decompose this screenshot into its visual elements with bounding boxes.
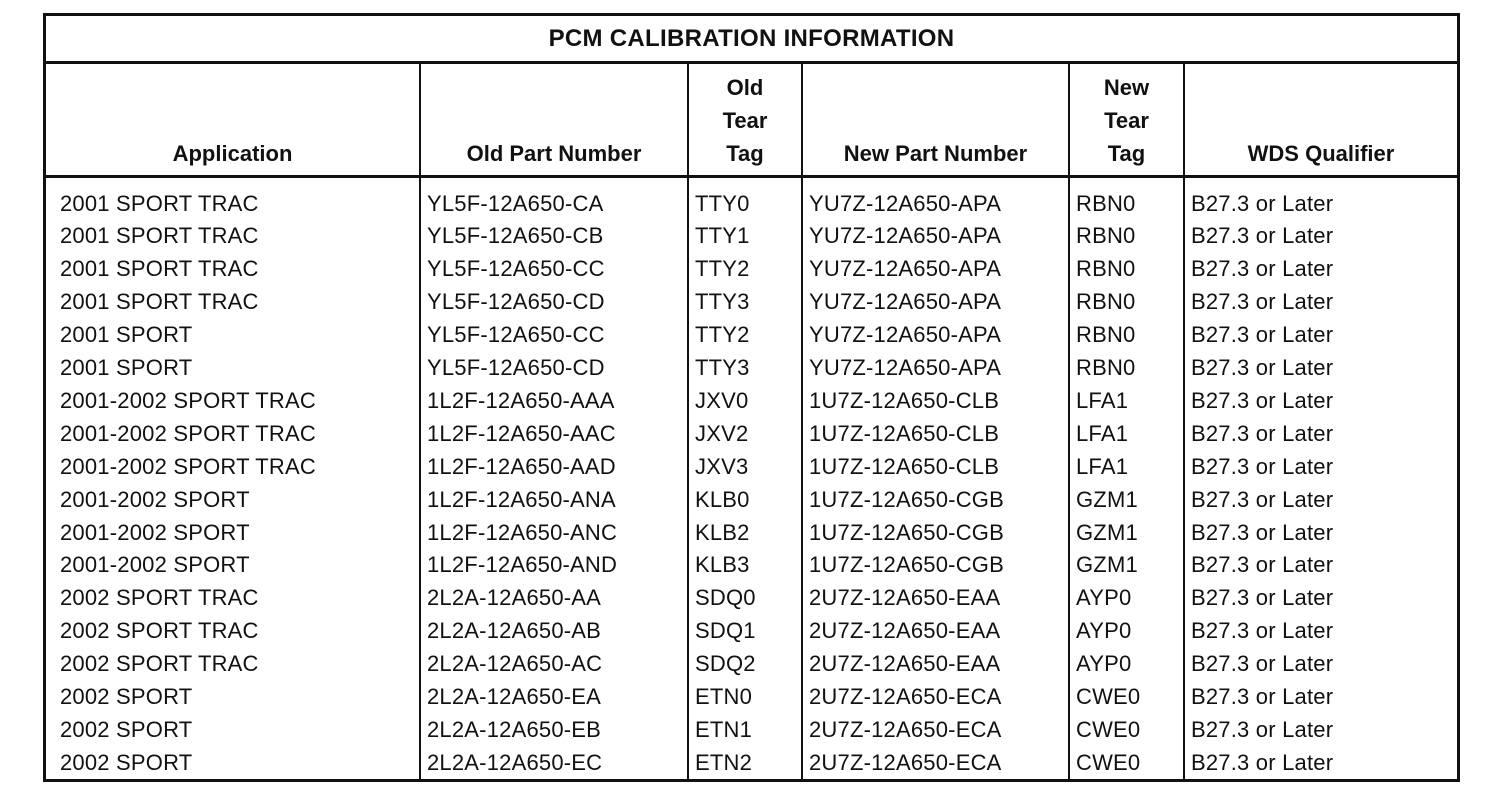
cell-old-part-number: YL5F-12A650-CD [420,286,688,319]
cell-new-part-number: YU7Z-12A650-APA [802,319,1069,352]
cell-application: 2002 SPORT [60,749,193,775]
cell-new-tear-tag: AYP0 [1069,582,1184,615]
cell-old-tear-tag: ETN2 [688,747,802,780]
cell-new-tear-tag: AYP0 [1069,615,1184,648]
cell-old-part-number: 2L2A-12A650-EC [420,747,688,780]
cell-application: 2002 SPORT [60,684,193,710]
cell-old-tear-tag: JXV0 [688,385,802,418]
cell-wds-qualifier: B27.3 or Later [1184,582,1457,615]
table-row [46,418,1457,451]
column-header-wds-qualifier [1184,64,1457,176]
cell-wds-qualifier: B27.3 or Later [1184,253,1457,286]
cell-wds-qualifier: B27.3 or Later [1184,176,1457,220]
column-header-application [46,64,420,176]
cell-wds-qualifier: B27.3 or Later [1184,319,1457,352]
cell-application: 2001-2002 SPORT [60,519,250,545]
cell-new-part-number: 1U7Z-12A650-CLB [802,451,1069,484]
cell-wds-qualifier: B27.3 or Later [1184,615,1457,648]
table-row [46,549,1457,582]
cell-application: 2001-2002 SPORT [60,552,250,578]
table-row [46,681,1457,714]
cell-new-tear-tag: CWE0 [1069,747,1184,780]
cell-old-tear-tag: TTY3 [688,286,802,319]
column-header-old-part-number [420,64,688,176]
column-header-line: Old Part Number [466,140,642,166]
cell-new-tear-tag: RBN0 [1069,220,1184,253]
table-row [46,352,1457,385]
cell-new-part-number: YU7Z-12A650-APA [802,220,1069,253]
cell-wds-qualifier: B27.3 or Later [1184,747,1457,780]
table-body [46,176,1457,780]
table-row [46,714,1457,747]
table-row [46,253,1457,286]
cell-old-part-number: YL5F-12A650-CC [420,253,688,286]
cell-old-part-number: YL5F-12A650-CA [420,176,688,220]
cell-old-part-number: YL5F-12A650-CB [420,220,688,253]
cell-new-part-number: 1U7Z-12A650-CGB [802,484,1069,517]
column-header-new-tear-tag [1069,64,1184,176]
cell-new-tear-tag: CWE0 [1069,681,1184,714]
column-header-line: New Part Number [843,140,1028,166]
cell-old-part-number: 2L2A-12A650-AB [420,615,688,648]
table-title: PCM CALIBRATION INFORMATION [46,16,1457,64]
cell-wds-qualifier: B27.3 or Later [1184,418,1457,451]
column-header-old-tear-tag [688,64,802,176]
cell-old-part-number: 1L2F-12A650-AAA [420,385,688,418]
cell-new-part-number: 2U7Z-12A650-EAA [802,648,1069,681]
cell-application: 2001-2002 SPORT TRAC [60,420,316,446]
cell-new-tear-tag: RBN0 [1069,319,1184,352]
cell-application: 2001 SPORT [60,355,193,381]
cell-old-tear-tag: TTY1 [688,220,802,253]
cell-old-part-number: 1L2F-12A650-AND [420,549,688,582]
column-header-new-part-number [802,64,1069,176]
table-row [46,582,1457,615]
cell-new-part-number: 1U7Z-12A650-CLB [802,385,1069,418]
cell-application: 2001 SPORT [60,322,193,348]
calibration-grid [46,64,1457,780]
table-row [46,648,1457,681]
cell-wds-qualifier: B27.3 or Later [1184,385,1457,418]
table-row [46,517,1457,550]
cell-wds-qualifier: B27.3 or Later [1184,681,1457,714]
cell-application: 2002 SPORT TRAC [60,585,259,611]
cell-wds-qualifier: B27.3 or Later [1184,549,1457,582]
cell-old-tear-tag: KLB0 [688,484,802,517]
cell-application: 2001-2002 SPORT [60,486,250,512]
cell-old-tear-tag: SDQ2 [688,648,802,681]
cell-application: 2001 SPORT TRAC [60,190,259,216]
cell-old-tear-tag: SDQ1 [688,615,802,648]
cell-old-part-number: 2L2A-12A650-AA [420,582,688,615]
cell-old-part-number: 1L2F-12A650-AAC [420,418,688,451]
cell-application: 2001 SPORT TRAC [60,289,259,315]
column-header-line: Tear [722,107,768,133]
cell-old-tear-tag: TTY3 [688,352,802,385]
cell-new-tear-tag: RBN0 [1069,253,1184,286]
cell-application: 2002 SPORT [60,717,193,742]
cell-new-tear-tag: RBN0 [1069,286,1184,319]
cell-old-tear-tag: KLB2 [688,517,802,550]
table-row [46,286,1457,319]
table-row [46,747,1457,780]
cell-new-tear-tag: RBN0 [1069,352,1184,385]
cell-old-tear-tag: JXV2 [688,418,802,451]
cell-old-part-number: 1L2F-12A650-ANC [420,517,688,550]
cell-new-part-number: 2U7Z-12A650-ECA [802,747,1069,780]
cell-new-tear-tag: AYP0 [1069,648,1184,681]
cell-old-tear-tag: JXV3 [688,451,802,484]
cell-old-part-number: 1L2F-12A650-ANA [420,484,688,517]
cell-old-tear-tag: TTY0 [688,176,802,220]
column-header-line: WDS Qualifier [1247,140,1395,166]
column-header-line: Application [172,140,293,166]
table-row [46,319,1457,352]
cell-wds-qualifier: B27.3 or Later [1184,352,1457,385]
table-row [46,220,1457,253]
cell-wds-qualifier: B27.3 or Later [1184,517,1457,550]
cell-old-tear-tag: TTY2 [688,253,802,286]
cell-new-tear-tag: LFA1 [1069,451,1184,484]
table-row [46,176,1457,220]
cell-new-tear-tag: GZM1 [1069,549,1184,582]
cell-new-part-number: 1U7Z-12A650-CGB [802,517,1069,550]
cell-old-tear-tag: SDQ0 [688,582,802,615]
cell-new-tear-tag: CWE0 [1069,714,1184,747]
table-row [46,451,1457,484]
cell-wds-qualifier: B27.3 or Later [1184,286,1457,319]
cell-wds-qualifier: B27.3 or Later [1184,220,1457,253]
header-row [46,64,1457,176]
cell-new-part-number: 2U7Z-12A650-EAA [802,615,1069,648]
column-header-line: New [1103,74,1150,100]
cell-old-tear-tag: ETN1 [688,714,802,747]
column-header-line: Tear [1104,107,1149,133]
cell-wds-qualifier: B27.3 or Later [1184,714,1457,747]
cell-application: 2001-2002 SPORT TRAC [60,453,316,479]
table-row [46,484,1457,517]
cell-old-tear-tag: TTY2 [688,319,802,352]
cell-new-part-number: YU7Z-12A650-APA [802,253,1069,286]
cell-new-part-number: 1U7Z-12A650-CLB [802,418,1069,451]
cell-old-part-number: 2L2A-12A650-EA [420,681,688,714]
cell-new-part-number: YU7Z-12A650-APA [802,176,1069,220]
cell-old-tear-tag: KLB3 [688,549,802,582]
cell-application: 2002 SPORT TRAC [60,651,259,677]
cell-new-part-number: 1U7Z-12A650-CGB [802,549,1069,582]
cell-wds-qualifier: B27.3 or Later [1184,484,1457,517]
cell-wds-qualifier: B27.3 or Later [1184,648,1457,681]
cell-application: 2002 SPORT TRAC [60,618,259,644]
cell-application: 2001 SPORT TRAC [60,223,259,249]
cell-application: 2001 SPORT TRAC [60,256,259,282]
cell-old-part-number: 1L2F-12A650-AAD [420,451,688,484]
cell-new-part-number: 2U7Z-12A650-EAA [802,582,1069,615]
cell-new-part-number: 2U7Z-12A650-ECA [802,681,1069,714]
cell-new-tear-tag: LFA1 [1069,418,1184,451]
cell-old-part-number: 2L2A-12A650-AC [420,648,688,681]
cell-new-tear-tag: GZM1 [1069,517,1184,550]
cell-new-tear-tag: RBN0 [1069,176,1184,220]
cell-new-tear-tag: LFA1 [1069,385,1184,418]
column-header-line: Tag [726,140,764,166]
column-header-line: Tag [1107,140,1146,166]
cell-new-part-number: 2U7Z-12A650-ECA [802,714,1069,747]
table-row [46,615,1457,648]
calibration-table [43,13,1460,782]
cell-new-part-number: YU7Z-12A650-APA [802,352,1069,385]
column-header-line: Old [726,74,764,100]
cell-wds-qualifier: B27.3 or Later [1184,451,1457,484]
cell-new-part-number: YU7Z-12A650-APA [802,286,1069,319]
cell-application: 2001-2002 SPORT TRAC [60,387,316,413]
cell-old-tear-tag: ETN0 [688,681,802,714]
cell-old-part-number: YL5F-12A650-CD [420,352,688,385]
cell-new-tear-tag: GZM1 [1069,484,1184,517]
table-row [46,385,1457,418]
cell-old-part-number: YL5F-12A650-CC [420,319,688,352]
cell-old-part-number: 2L2A-12A650-EB [420,714,688,747]
